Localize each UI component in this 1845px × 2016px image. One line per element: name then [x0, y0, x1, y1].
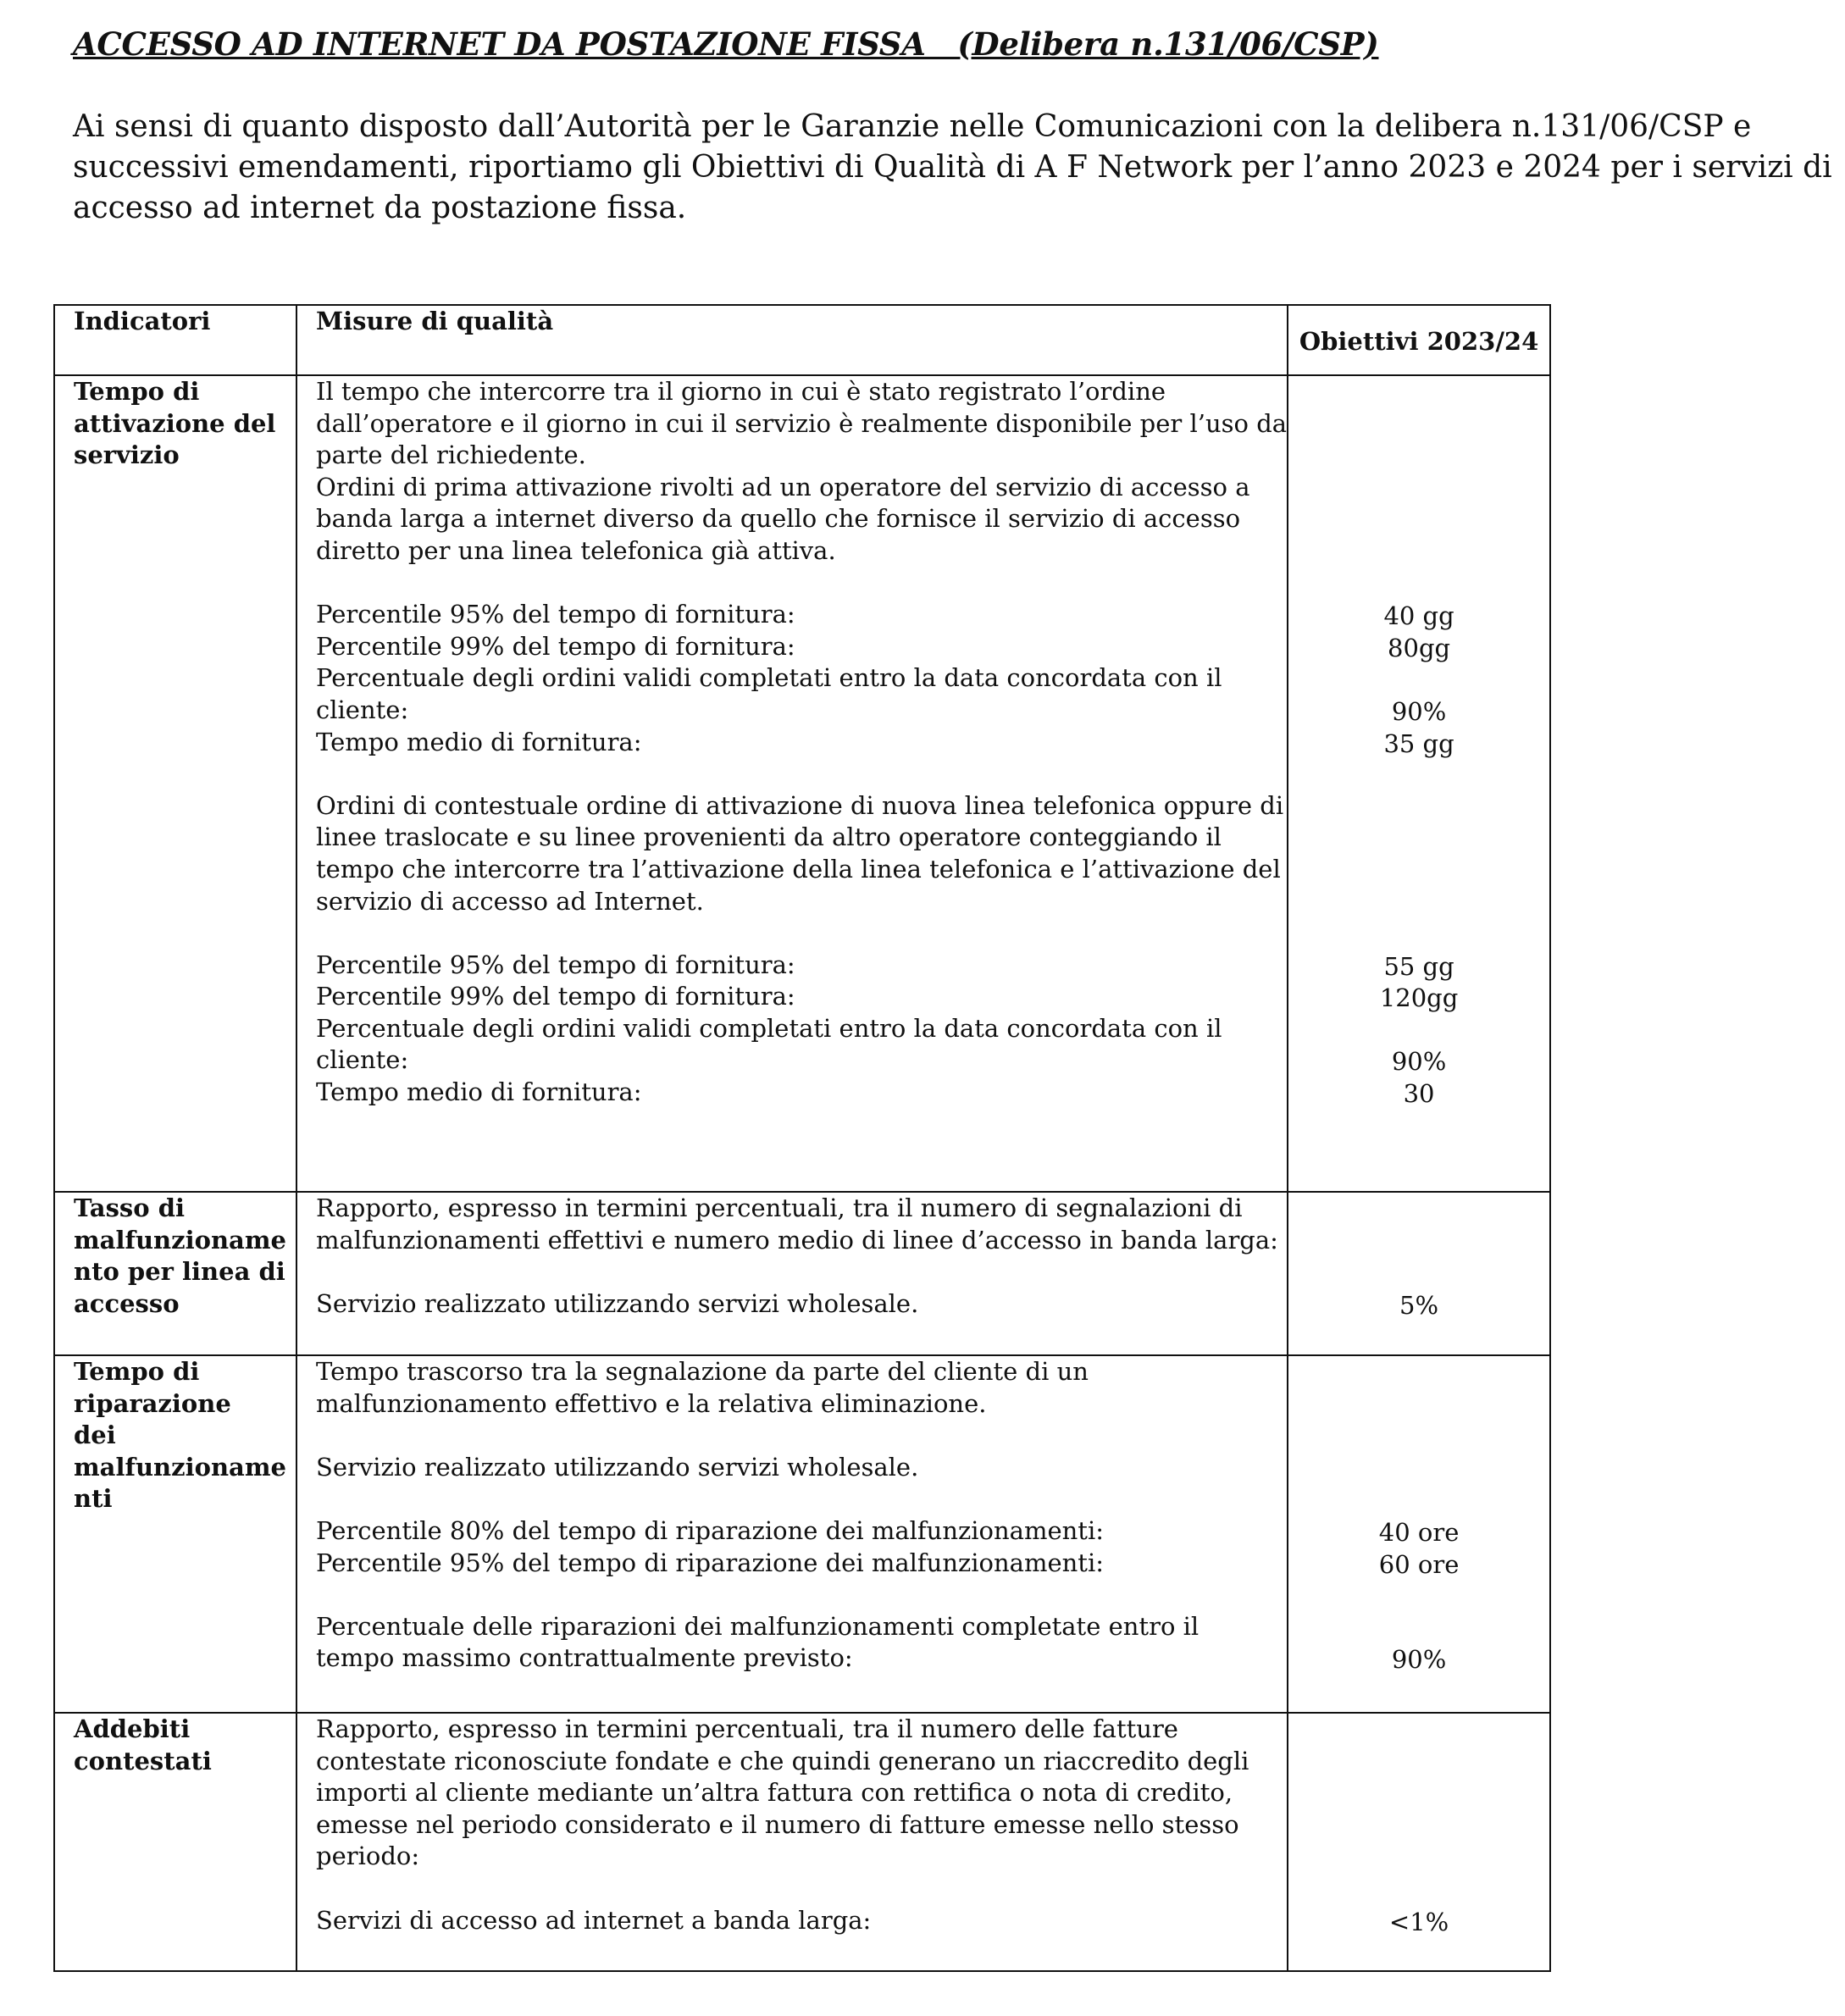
quality-table [53, 304, 1551, 1972]
measure-cell-line: Percentile 95% del tempo di riparazione dei malfunzionamenti: [316, 1548, 1105, 1577]
table-row [54, 1713, 1550, 1971]
objective-cell-line [1288, 1613, 1549, 1645]
measure-cell-line [316, 1109, 1287, 1141]
indicator-cell-line: riparazione [74, 1388, 231, 1418]
objective-cell-line [1288, 856, 1549, 888]
indicator-cell-line: servizio [74, 440, 180, 470]
objective-cell-line [1288, 919, 1549, 951]
measure-cell [296, 375, 1288, 1192]
objective-cell-line [1288, 1454, 1549, 1486]
measure-cell-line [316, 1256, 1287, 1288]
objective-cell-line: 30 [1403, 1079, 1435, 1109]
objective-cell-line [1288, 410, 1549, 442]
intro-paragraph [73, 107, 1832, 229]
measure-cell-line: dall’operatore e il giorno in cui il servizio è realmente disponibile per l’uso da [316, 408, 1288, 438]
objective-cell-line [1288, 474, 1549, 506]
measure-cell-line [316, 758, 1287, 790]
objective-cell-line: 40 ore [1378, 1517, 1460, 1547]
indicator-cell-line: malfunzioname [74, 1225, 286, 1254]
measure-cell-line: servizio di accesso ad Internet. [316, 886, 704, 916]
indicator-cell-line: attivazione del [74, 408, 276, 438]
indicator-cell-line: Addebiti [74, 1714, 191, 1743]
table-row [54, 1192, 1550, 1355]
measure-cell-line: Il tempo che intercorre tra il giorno in cui è stato registrato l’ordine [316, 377, 1166, 406]
measure-cell-line: malfunzionamento effettivo e la relativa eliminazione. [316, 1388, 987, 1418]
objective-cell [1288, 1355, 1550, 1713]
measure-cell-line: importi al cliente mediante un’altra fattura con rettifica o nota di credito, [316, 1778, 1233, 1808]
objective-cell-line: 40 gg [1383, 601, 1454, 631]
document-title: ACCESSO AD INTERNET DA POSTAZIONE FISSA (Delibera n.131/06/CSP) [73, 25, 1379, 63]
objective-cell [1288, 1713, 1550, 1971]
objective-cell-line [1288, 1875, 1549, 1907]
indicator-cell-line: dei [74, 1421, 116, 1450]
indicator-cell-line: malfunzioname [74, 1452, 286, 1482]
measure-cell-line: tempo che intercorre tra l’attivazione della linea telefonica e l’attivazione del [316, 854, 1281, 883]
objective-cell-line: 90% [1391, 1047, 1447, 1077]
measure-cell [296, 1713, 1288, 1971]
objective-cell-line [1288, 1015, 1549, 1047]
measure-cell-line [316, 1873, 1287, 1905]
intro-line: successivi emendamenti, riportiamo gli Obiettivi di Qualità di A F Network per l’anno 2023 e 2024 per i servizi di [73, 150, 1832, 185]
measure-cell-line: banda larga a internet diverso da quello che fornisce il servizio di accesso [316, 504, 1241, 534]
objective-cell-line [1288, 1421, 1549, 1454]
indicator-cell-line: nto per linea di [74, 1257, 285, 1287]
measure-cell-line: Ordini di prima attivazione rivolti ad un operatore del servizio di accesso a [316, 472, 1250, 501]
objective-cell-line: 120gg [1379, 983, 1459, 1013]
measure-cell-line: Percentile 95% del tempo di fornitura: [316, 950, 795, 979]
table-header-row [54, 305, 1550, 375]
measure-cell-line: cliente: [316, 695, 409, 724]
measure-cell-line: Servizio realizzato utilizzando servizi wholesale. [316, 1288, 919, 1318]
measure-cell-line: linee traslocate e su linee provenienti da altro operatore conteggiando il [316, 822, 1222, 852]
objective-cell-line [1288, 1194, 1549, 1227]
indicator-cell-line: nti [74, 1484, 113, 1514]
measure-cell-line: parte del richiedente. [316, 440, 586, 470]
measure-cell-line [316, 917, 1287, 950]
measure-cell-line: diretto per una linea telefonica già attiva. [316, 535, 836, 565]
table-row [54, 375, 1550, 1192]
objective-cell-line [1288, 1811, 1549, 1843]
objective-cell-line [1288, 1581, 1549, 1613]
header-obiettivi: Obiettivi 2023/24 [1288, 305, 1550, 375]
measure-cell-line: tempo massimo contrattualmente previsto: [316, 1643, 853, 1673]
header-misure: Misure di qualità [296, 305, 1288, 375]
objective-cell-line [1288, 1747, 1549, 1780]
objective-cell [1288, 1192, 1550, 1355]
objective-cell-line [1288, 1842, 1549, 1875]
measure-cell-line: Percentile 80% del tempo di riparazione dei malfunzionamenti: [316, 1515, 1105, 1545]
objective-cell-line [1288, 441, 1549, 474]
measure-cell-line: Servizi di accesso ad internet a banda larga: [316, 1905, 872, 1935]
objective-cell-line [1288, 664, 1549, 696]
header-indicatori: Indicatori [54, 305, 296, 375]
indicator-cell-line: contestati [74, 1746, 212, 1775]
indicator-cell [54, 1713, 296, 1971]
objective-cell-line [1288, 1227, 1549, 1259]
measure-cell-line: Servizio realizzato utilizzando servizi wholesale. [316, 1452, 919, 1482]
objective-cell-line [1288, 537, 1549, 569]
objective-cell-line [1288, 792, 1549, 824]
measure-cell [296, 1355, 1288, 1713]
indicator-cell-line: Tempo di [74, 1357, 200, 1386]
measure-cell-line: Percentuale delle riparazioni dei malfunzionamenti completate entro il [316, 1611, 1200, 1641]
objective-cell-line [1288, 760, 1549, 792]
measure-cell-line: cliente: [316, 1045, 409, 1075]
objective-cell-line: 5% [1399, 1290, 1439, 1320]
objective-cell-line [1288, 1142, 1549, 1174]
measure-cell-line [316, 1420, 1287, 1452]
measure-cell [296, 1192, 1288, 1355]
measure-cell-line: contestate riconosciute fondate e che quindi generano un riaccredito degli [316, 1746, 1249, 1775]
measure-cell-line: Percentile 99% del tempo di fornitura: [316, 982, 795, 1011]
measure-cell-line: Tempo medio di fornitura: [316, 1077, 642, 1107]
objective-cell-line [1288, 1110, 1549, 1143]
measure-cell-line: Percentile 99% del tempo di fornitura: [316, 631, 795, 661]
measure-cell-line: Percentuale degli ordini validi completati entro la data concordata con il [316, 1013, 1222, 1043]
measure-cell-line: Percentile 95% del tempo di fornitura: [316, 600, 795, 629]
indicator-cell [54, 1355, 296, 1713]
objective-cell-line [1288, 823, 1549, 856]
measure-cell-line: Tempo medio di fornitura: [316, 727, 642, 756]
objective-cell [1288, 375, 1550, 1192]
indicator-cell-line: Tempo di [74, 377, 200, 406]
objective-cell-line [1288, 1715, 1549, 1747]
objective-cell-line [1288, 888, 1549, 920]
measure-cell-line: emesse nel periodo considerato e il numero di fatture emesse nello stesso [316, 1809, 1239, 1839]
objective-cell-line: 55 gg [1383, 951, 1454, 981]
objective-cell-line [1288, 378, 1549, 410]
objective-cell-line [1288, 1358, 1549, 1390]
table-row [54, 1355, 1550, 1713]
objective-cell-line [1288, 1485, 1549, 1517]
objective-cell-line [1288, 569, 1549, 601]
measure-cell-line: Tempo trascorso tra la segnalazione da parte del cliente di un [316, 1357, 1089, 1386]
intro-line: accesso ad internet da postazione fissa. [73, 191, 687, 225]
indicator-cell [54, 1192, 296, 1355]
measure-cell-line [316, 1483, 1287, 1515]
measure-cell-line [316, 1579, 1287, 1611]
objective-cell-line: 90% [1391, 696, 1447, 726]
indicator-cell [54, 375, 296, 1192]
measure-cell-line: periodo: [316, 1842, 420, 1871]
objective-cell-line [1288, 1779, 1549, 1811]
measure-cell-line: Percentuale degli ordini validi completati entro la data concordata con il [316, 663, 1222, 693]
indicator-cell-line: accesso [74, 1288, 180, 1318]
intro-line: Ai sensi di quanto disposto dall’Autorità per le Garanzie nelle Comunicazioni con la delibera n.131/06/CSP e [73, 109, 1752, 144]
measure-cell-line [316, 568, 1287, 600]
objective-cell-line: 90% [1391, 1645, 1447, 1675]
objective-cell-line [1288, 1258, 1549, 1290]
indicator-cell-line: Tasso di [74, 1194, 185, 1222]
objective-cell-line: 80gg [1388, 633, 1451, 662]
objective-cell-line: 60 ore [1378, 1549, 1460, 1579]
measure-cell-line [316, 1140, 1287, 1172]
objective-cell-line [1288, 505, 1549, 537]
objective-cell-line [1288, 1390, 1549, 1422]
objective-cell-line: <1% [1388, 1907, 1449, 1936]
measure-cell-line: Rapporto, espresso in termini percentuali, tra il numero delle fatture [316, 1714, 1178, 1743]
objective-cell-line: 35 gg [1383, 728, 1454, 758]
measure-cell-line: malfunzionamenti effettivi e numero medio di linee d’accesso in banda larga: [316, 1225, 1278, 1254]
measure-cell-line: Ordini di contestuale ordine di attivazione di nuova linea telefonica oppure di [316, 790, 1284, 820]
measure-cell-line: Rapporto, espresso in termini percentuali, tra il numero di segnalazioni di [316, 1194, 1243, 1222]
